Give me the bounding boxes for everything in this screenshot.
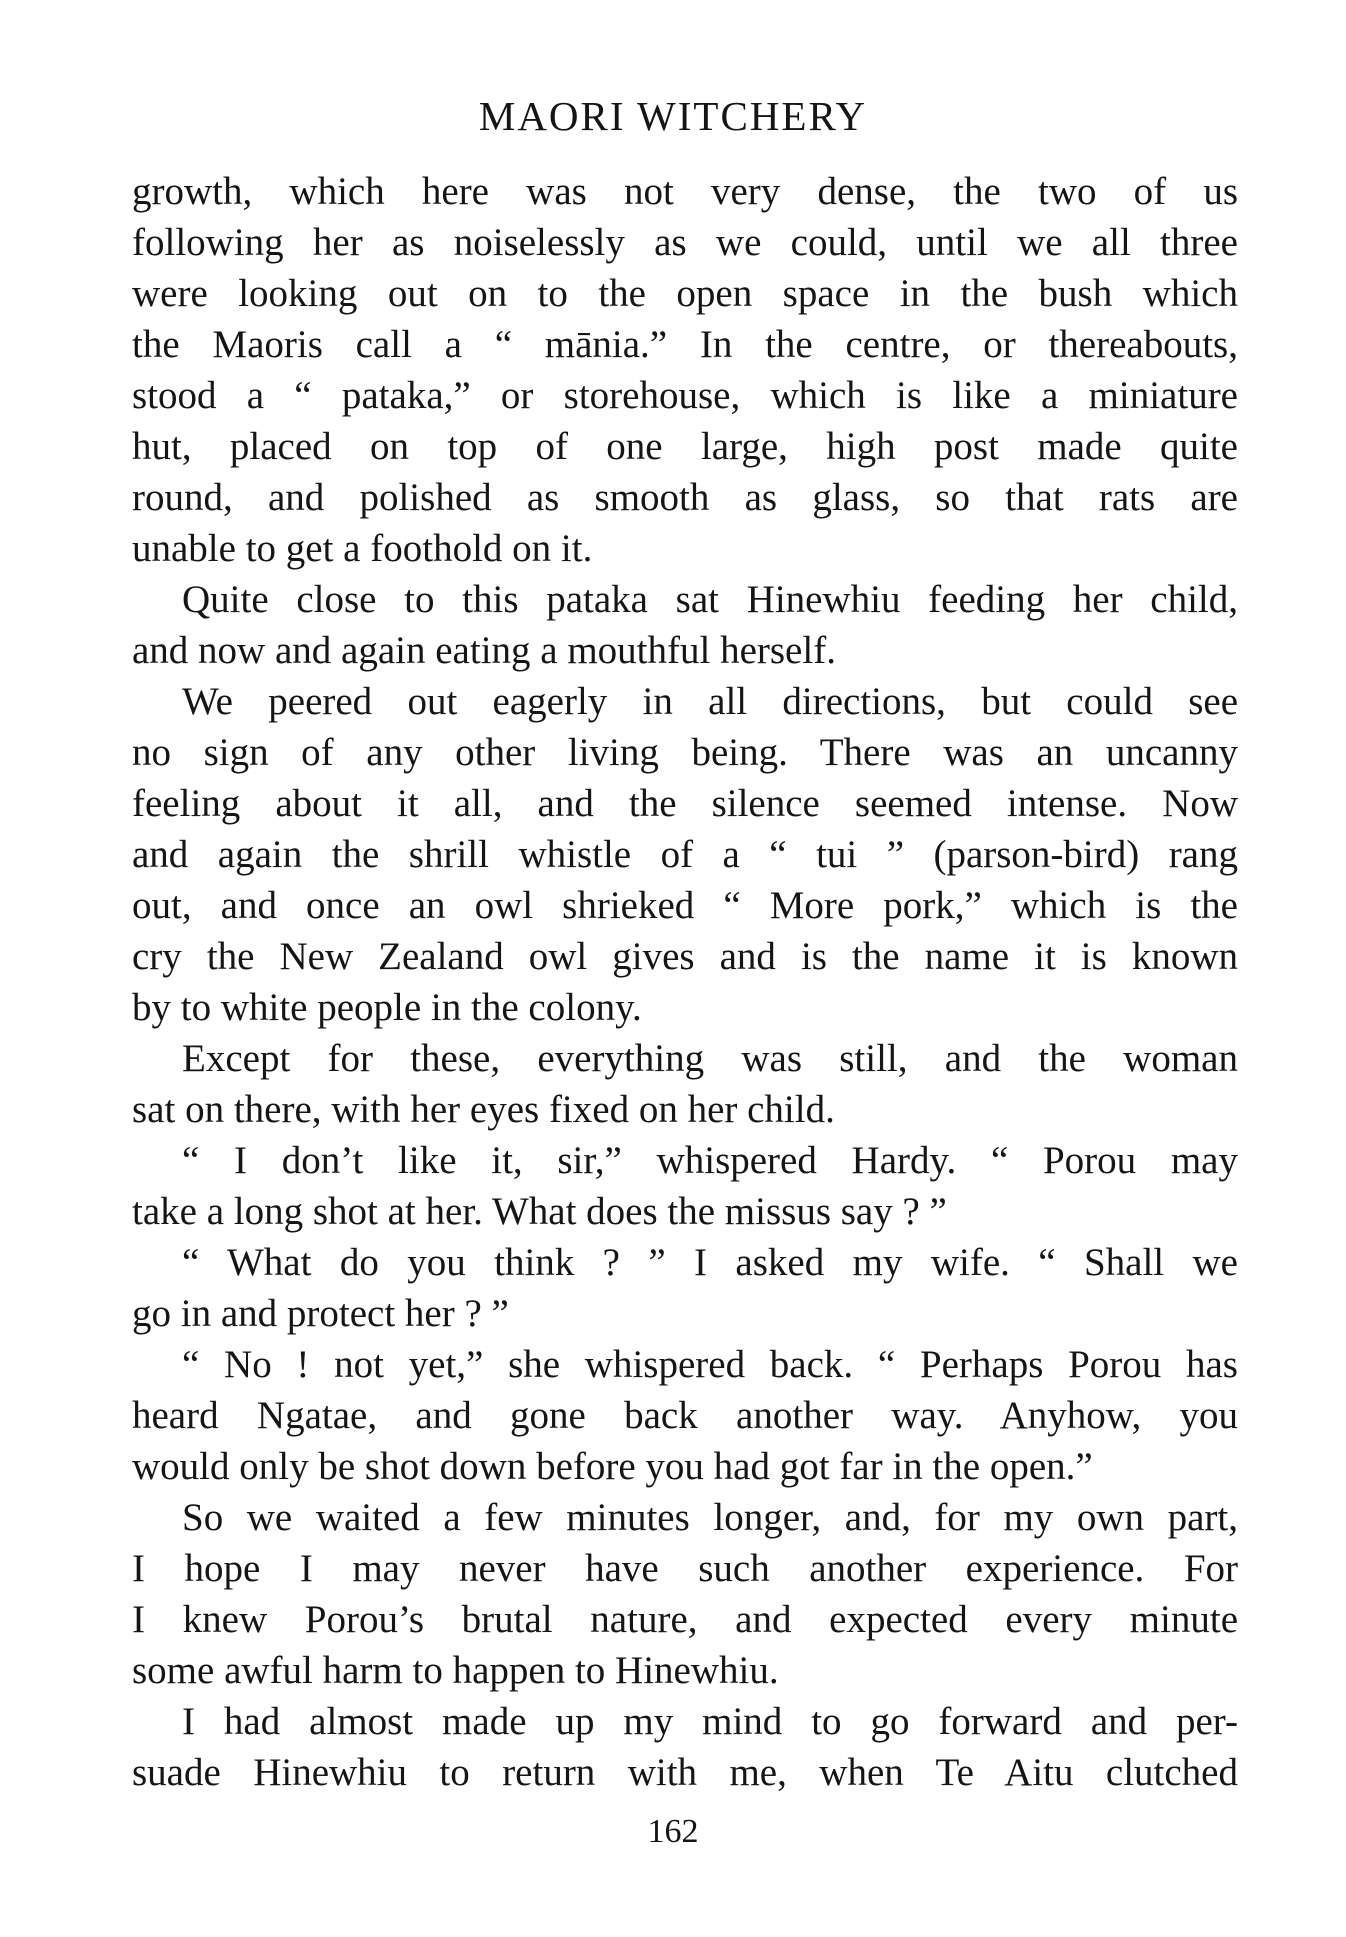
body-text (132, 166, 1238, 1798)
text-line: heard Ngatae, and gone back another way. Anyhow, you (132, 1394, 1238, 1437)
text-line: “ What do you think ? ” I asked my wife. “ Shall we (182, 1241, 1238, 1284)
text-line: round, and polished as smooth as glass, so that rats are (132, 476, 1238, 519)
text-line: I knew Porou’s brutal nature, and expected every minute (132, 1598, 1238, 1641)
text-line: following her as noiselessly as we could, until we all three (132, 221, 1238, 264)
text-line: feeling about it all, and the silence seemed intense. Now (132, 782, 1238, 825)
text-line: suade Hinewhiu to return with me, when Te Aitu clutched (132, 1751, 1238, 1794)
text-line: So we waited a few minutes longer, and, for my own part, (182, 1496, 1238, 1539)
text-line: would only be shot down before you had got far in the open.” (132, 1445, 1093, 1488)
text-line: go in and protect her ? ” (132, 1292, 509, 1335)
text-line: cry the New Zealand owl gives and is the name it is known (132, 935, 1238, 978)
text-line: growth, which here was not very dense, the two of us (132, 170, 1238, 213)
text-line: “ No ! not yet,” she whispered back. “ Perhaps Porou has (182, 1343, 1238, 1386)
text-line: stood a “ pataka,” or storehouse, which is like a miniature (132, 374, 1238, 417)
text-line: take a long shot at her. What does the missus say ? ” (132, 1190, 947, 1233)
text-line: unable to get a foothold on it. (132, 527, 593, 570)
text-line: some awful harm to happen to Hinewhiu. (132, 1649, 779, 1692)
text-line: “ I don’t like it, sir,” whispered Hardy. “ Porou may (182, 1139, 1238, 1182)
text-line: Quite close to this pataka sat Hinewhiu feeding her child, (182, 578, 1238, 621)
text-line: We peered out eagerly in all directions, but could see (182, 680, 1238, 723)
text-line: out, and once an owl shrieked “ More pork,” which is the (132, 884, 1238, 927)
text-line: I had almost made up my mind to go forward and per- (182, 1700, 1238, 1743)
text-line: hut, placed on top of one large, high post made quite (132, 425, 1238, 468)
text-line: sat on there, with her eyes fixed on her child. (132, 1088, 835, 1131)
running-head: MAORI WITCHERY (478, 93, 868, 139)
text-line: and now and again eating a mouthful herself. (132, 629, 836, 672)
text-line: Except for these, everything was still, and the woman (182, 1037, 1238, 1080)
text-line: I hope I may never have such another experience. For (132, 1547, 1238, 1590)
text-line: and again the shrill whistle of a “ tui ” (parson-bird) rang (132, 833, 1238, 876)
text-line: the Maoris call a “ mānia.” In the centre, or thereabouts, (132, 323, 1238, 366)
text-line: by to white people in the colony. (132, 986, 642, 1029)
page-number: 162 (647, 1813, 699, 1850)
text-line: were looking out on to the open space in the bush which (132, 272, 1238, 315)
text-line: no sign of any other living being. There was an uncanny (132, 731, 1238, 774)
